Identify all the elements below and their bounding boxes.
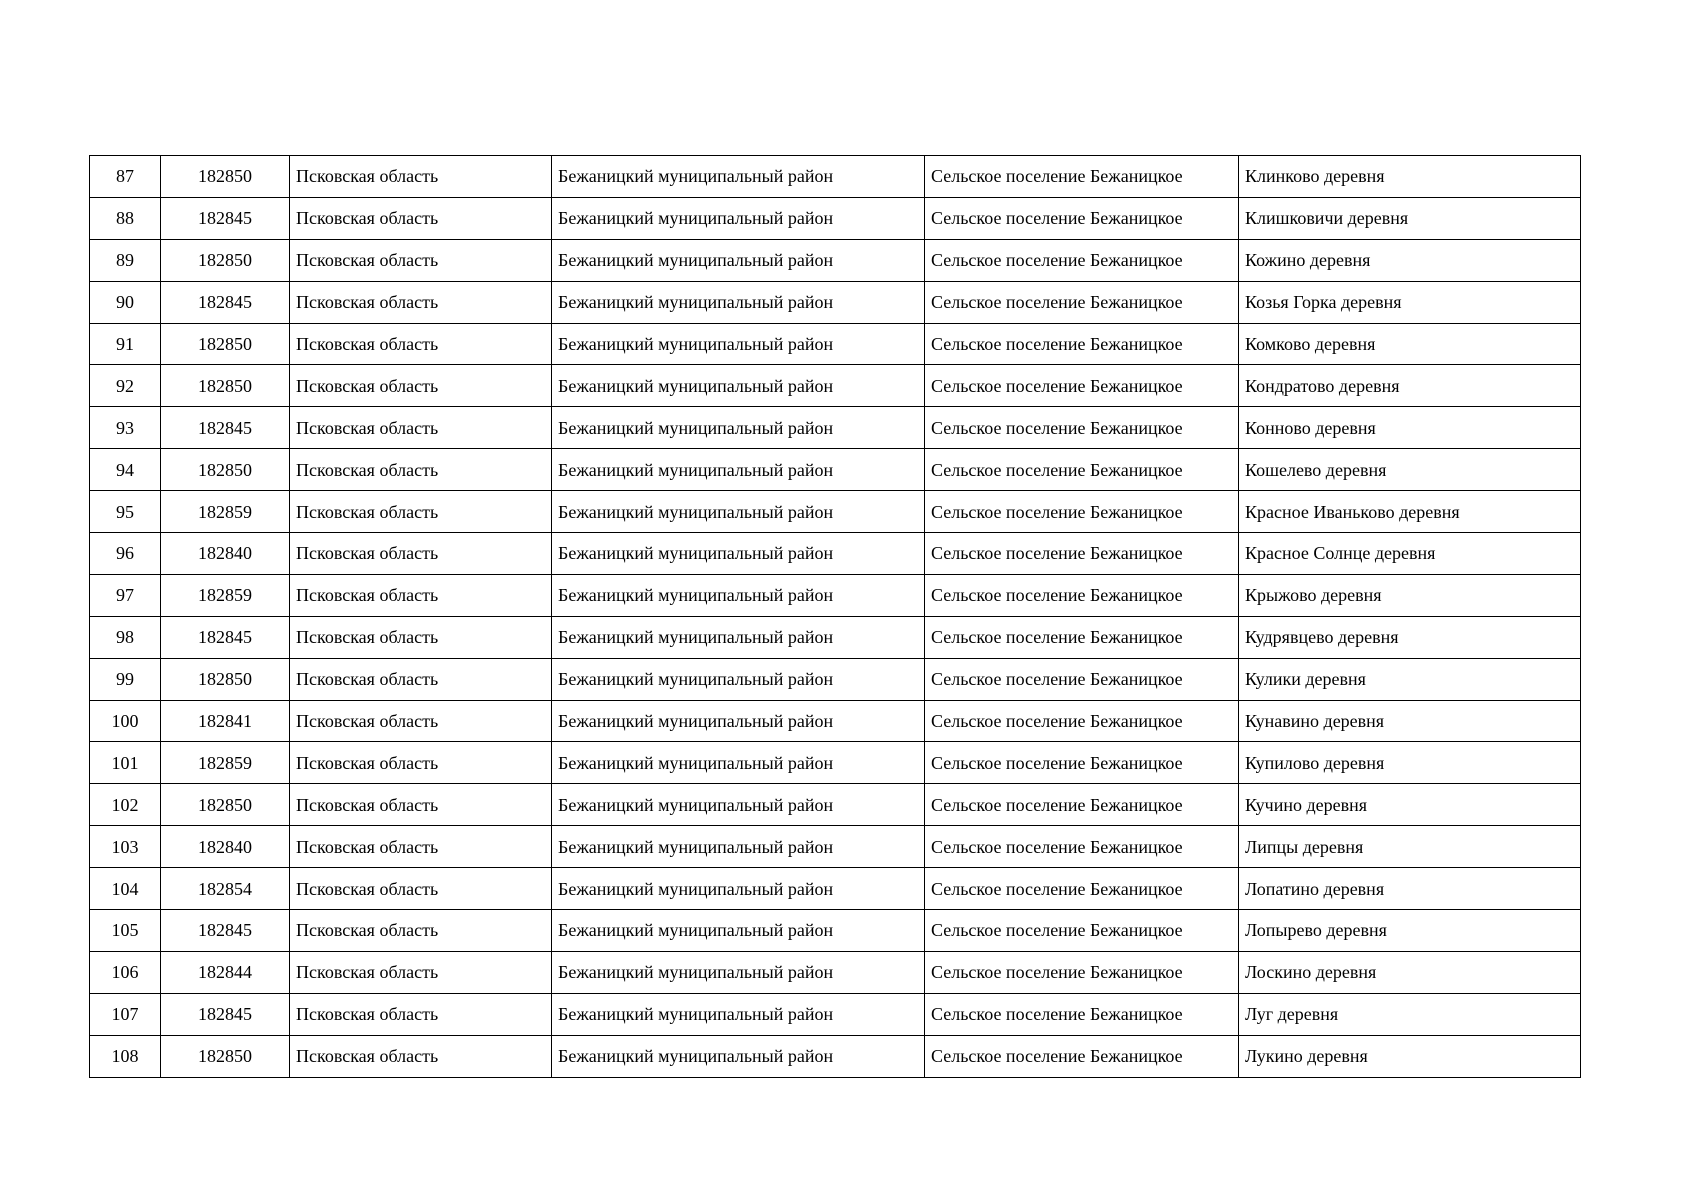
row-number-cell: 87 xyxy=(90,156,161,198)
district-cell: Бежаницкий муниципальный район xyxy=(552,407,925,449)
table-row xyxy=(90,533,1581,575)
district-cell: Бежаницкий муниципальный район xyxy=(552,700,925,742)
postal-code-cell: 182844 xyxy=(161,951,290,993)
district-cell: Бежаницкий муниципальный район xyxy=(552,826,925,868)
table-row xyxy=(90,365,1581,407)
district-cell: Бежаницкий муниципальный район xyxy=(552,784,925,826)
postal-code-cell: 182841 xyxy=(161,700,290,742)
settlement-cell: Сельское поселение Бежаницкое xyxy=(925,574,1239,616)
row-number-cell: 107 xyxy=(90,993,161,1035)
region-cell: Псковская область xyxy=(290,616,552,658)
row-number-cell: 91 xyxy=(90,323,161,365)
locality-cell: Луг деревня xyxy=(1239,993,1581,1035)
region-cell: Псковская область xyxy=(290,700,552,742)
region-cell: Псковская область xyxy=(290,784,552,826)
locality-cell: Крыжово деревня xyxy=(1239,574,1581,616)
district-cell: Бежаницкий муниципальный район xyxy=(552,365,925,407)
locality-cell: Красное Солнце деревня xyxy=(1239,533,1581,575)
settlement-cell: Сельское поселение Бежаницкое xyxy=(925,868,1239,910)
table-row xyxy=(90,826,1581,868)
postal-code-cell: 182854 xyxy=(161,868,290,910)
row-number-cell: 94 xyxy=(90,449,161,491)
postal-code-cell: 182850 xyxy=(161,323,290,365)
region-cell: Псковская область xyxy=(290,156,552,198)
table-body xyxy=(90,156,1581,1078)
table-row xyxy=(90,156,1581,198)
region-cell: Псковская область xyxy=(290,365,552,407)
row-number-cell: 101 xyxy=(90,742,161,784)
region-cell: Псковская область xyxy=(290,658,552,700)
row-number-cell: 97 xyxy=(90,574,161,616)
postal-code-cell: 182845 xyxy=(161,407,290,449)
postal-code-cell: 182850 xyxy=(161,784,290,826)
row-number-cell: 103 xyxy=(90,826,161,868)
postal-code-cell: 182845 xyxy=(161,993,290,1035)
locality-cell: Лопырево деревня xyxy=(1239,910,1581,952)
table-row xyxy=(90,1035,1581,1077)
region-cell: Псковская область xyxy=(290,323,552,365)
table-row xyxy=(90,449,1581,491)
table-row xyxy=(90,658,1581,700)
settlement-cell: Сельское поселение Бежаницкое xyxy=(925,993,1239,1035)
region-cell: Псковская область xyxy=(290,281,552,323)
postal-code-cell: 182845 xyxy=(161,910,290,952)
row-number-cell: 104 xyxy=(90,868,161,910)
row-number-cell: 88 xyxy=(90,197,161,239)
table-row xyxy=(90,281,1581,323)
locality-cell: Кудрявцево деревня xyxy=(1239,616,1581,658)
settlement-cell: Сельское поселение Бежаницкое xyxy=(925,742,1239,784)
row-number-cell: 99 xyxy=(90,658,161,700)
settlement-cell: Сельское поселение Бежаницкое xyxy=(925,156,1239,198)
row-number-cell: 89 xyxy=(90,239,161,281)
row-number-cell: 92 xyxy=(90,365,161,407)
region-cell: Псковская область xyxy=(290,407,552,449)
settlement-cell: Сельское поселение Бежаницкое xyxy=(925,616,1239,658)
postal-code-cell: 182845 xyxy=(161,197,290,239)
district-cell: Бежаницкий муниципальный район xyxy=(552,449,925,491)
settlement-cell: Сельское поселение Бежаницкое xyxy=(925,826,1239,868)
district-cell: Бежаницкий муниципальный район xyxy=(552,239,925,281)
locality-cell: Кожино деревня xyxy=(1239,239,1581,281)
table-row xyxy=(90,574,1581,616)
locality-cell: Козья Горка деревня xyxy=(1239,281,1581,323)
table-row xyxy=(90,407,1581,449)
table-row xyxy=(90,700,1581,742)
settlement-cell: Сельское поселение Бежаницкое xyxy=(925,281,1239,323)
district-cell: Бежаницкий муниципальный район xyxy=(552,197,925,239)
locality-cell: Красное Иваньково деревня xyxy=(1239,491,1581,533)
postal-code-cell: 182840 xyxy=(161,533,290,575)
region-cell: Псковская область xyxy=(290,868,552,910)
region-cell: Псковская область xyxy=(290,449,552,491)
settlement-cell: Сельское поселение Бежаницкое xyxy=(925,1035,1239,1077)
region-cell: Псковская область xyxy=(290,826,552,868)
locality-cell: Купилово деревня xyxy=(1239,742,1581,784)
district-cell: Бежаницкий муниципальный район xyxy=(552,574,925,616)
district-cell: Бежаницкий муниципальный район xyxy=(552,1035,925,1077)
district-cell: Бежаницкий муниципальный район xyxy=(552,868,925,910)
locality-cell: Клинково деревня xyxy=(1239,156,1581,198)
locality-cell: Конново деревня xyxy=(1239,407,1581,449)
postal-code-cell: 182850 xyxy=(161,156,290,198)
locality-cell: Клишковичи деревня xyxy=(1239,197,1581,239)
region-cell: Псковская область xyxy=(290,951,552,993)
postal-code-cell: 182850 xyxy=(161,239,290,281)
row-number-cell: 98 xyxy=(90,616,161,658)
settlement-cell: Сельское поселение Бежаницкое xyxy=(925,784,1239,826)
locality-cell: Комково деревня xyxy=(1239,323,1581,365)
settlement-cell: Сельское поселение Бежаницкое xyxy=(925,407,1239,449)
district-cell: Бежаницкий муниципальный район xyxy=(552,658,925,700)
region-cell: Псковская область xyxy=(290,1035,552,1077)
row-number-cell: 100 xyxy=(90,700,161,742)
row-number-cell: 96 xyxy=(90,533,161,575)
row-number-cell: 93 xyxy=(90,407,161,449)
table-row xyxy=(90,491,1581,533)
postal-code-cell: 182850 xyxy=(161,449,290,491)
postal-code-cell: 182850 xyxy=(161,365,290,407)
table-row xyxy=(90,951,1581,993)
table-row xyxy=(90,868,1581,910)
settlement-cell: Сельское поселение Бежаницкое xyxy=(925,533,1239,575)
row-number-cell: 106 xyxy=(90,951,161,993)
district-cell: Бежаницкий муниципальный район xyxy=(552,951,925,993)
table-row xyxy=(90,197,1581,239)
district-cell: Бежаницкий муниципальный район xyxy=(552,533,925,575)
row-number-cell: 90 xyxy=(90,281,161,323)
settlement-cell: Сельское поселение Бежаницкое xyxy=(925,449,1239,491)
locality-cell: Липцы деревня xyxy=(1239,826,1581,868)
settlement-cell: Сельское поселение Бежаницкое xyxy=(925,910,1239,952)
table-row xyxy=(90,616,1581,658)
table-row xyxy=(90,910,1581,952)
settlement-cell: Сельское поселение Бежаницкое xyxy=(925,951,1239,993)
locality-cell: Лукино деревня xyxy=(1239,1035,1581,1077)
postal-code-cell: 182850 xyxy=(161,658,290,700)
region-cell: Псковская область xyxy=(290,491,552,533)
region-cell: Псковская область xyxy=(290,574,552,616)
region-cell: Псковская область xyxy=(290,197,552,239)
table-row xyxy=(90,323,1581,365)
table-row xyxy=(90,239,1581,281)
row-number-cell: 102 xyxy=(90,784,161,826)
table-row xyxy=(90,784,1581,826)
locality-cell: Кондратово деревня xyxy=(1239,365,1581,407)
settlement-cell: Сельское поселение Бежаницкое xyxy=(925,491,1239,533)
region-cell: Псковская область xyxy=(290,239,552,281)
settlement-cell: Сельское поселение Бежаницкое xyxy=(925,323,1239,365)
district-cell: Бежаницкий муниципальный район xyxy=(552,616,925,658)
postal-code-cell: 182859 xyxy=(161,574,290,616)
postal-code-cell: 182859 xyxy=(161,742,290,784)
settlement-cell: Сельское поселение Бежаницкое xyxy=(925,365,1239,407)
district-cell: Бежаницкий муниципальный район xyxy=(552,910,925,952)
district-cell: Бежаницкий муниципальный район xyxy=(552,993,925,1035)
locality-table xyxy=(89,155,1581,1078)
region-cell: Псковская область xyxy=(290,910,552,952)
locality-cell: Кунавино деревня xyxy=(1239,700,1581,742)
postal-code-cell: 182845 xyxy=(161,616,290,658)
district-cell: Бежаницкий муниципальный район xyxy=(552,281,925,323)
settlement-cell: Сельское поселение Бежаницкое xyxy=(925,700,1239,742)
region-cell: Псковская область xyxy=(290,742,552,784)
row-number-cell: 105 xyxy=(90,910,161,952)
district-cell: Бежаницкий муниципальный район xyxy=(552,491,925,533)
postal-code-cell: 182850 xyxy=(161,1035,290,1077)
settlement-cell: Сельское поселение Бежаницкое xyxy=(925,239,1239,281)
row-number-cell: 95 xyxy=(90,491,161,533)
locality-cell: Лоскино деревня xyxy=(1239,951,1581,993)
region-cell: Псковская область xyxy=(290,533,552,575)
region-cell: Псковская область xyxy=(290,993,552,1035)
table-row xyxy=(90,993,1581,1035)
locality-cell: Кулики деревня xyxy=(1239,658,1581,700)
postal-code-cell: 182859 xyxy=(161,491,290,533)
settlement-cell: Сельское поселение Бежаницкое xyxy=(925,197,1239,239)
row-number-cell: 108 xyxy=(90,1035,161,1077)
settlement-cell: Сельское поселение Бежаницкое xyxy=(925,658,1239,700)
locality-cell: Кучино деревня xyxy=(1239,784,1581,826)
table-row xyxy=(90,742,1581,784)
district-cell: Бежаницкий муниципальный район xyxy=(552,156,925,198)
locality-cell: Лопатино деревня xyxy=(1239,868,1581,910)
district-cell: Бежаницкий муниципальный район xyxy=(552,323,925,365)
district-cell: Бежаницкий муниципальный район xyxy=(552,742,925,784)
postal-code-cell: 182840 xyxy=(161,826,290,868)
postal-code-cell: 182845 xyxy=(161,281,290,323)
locality-cell: Кошелево деревня xyxy=(1239,449,1581,491)
